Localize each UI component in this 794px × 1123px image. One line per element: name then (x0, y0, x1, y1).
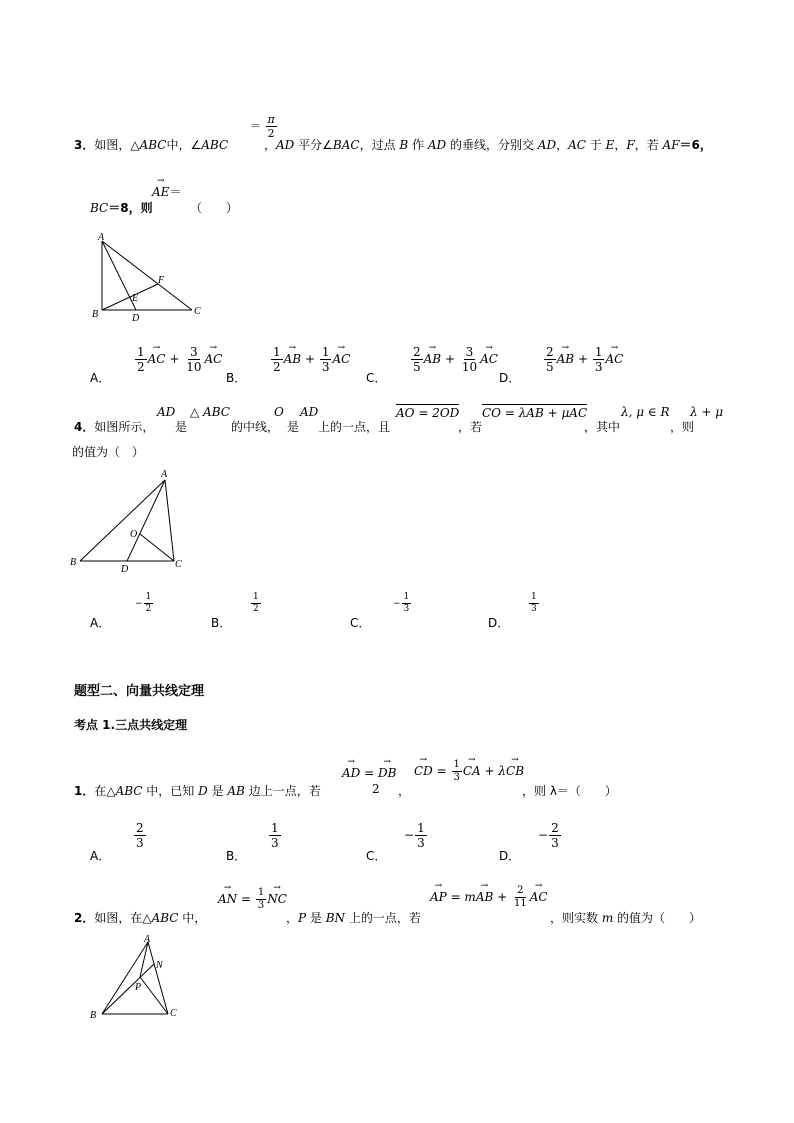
q3-label-a: A (98, 232, 105, 243)
q4-label-a: A (161, 469, 168, 480)
q1-option-c-letter[interactable]: C． (366, 849, 387, 863)
q4-target: λ + μ (690, 405, 724, 419)
q4-option-c-letter[interactable]: C． (350, 616, 371, 630)
q3-option-b[interactable]: $\frac{1}{2}$ → AB + $\frac{1}{3}$ → AC (270, 346, 350, 373)
q2-segment-ap (140, 942, 148, 977)
q2-segment-bn (102, 964, 154, 1014)
q1-option-a[interactable]: $\frac{2}{3}$ (136, 821, 144, 850)
q3-blank: （ ） (190, 201, 239, 215)
q3-pi-eq: ＝ $\frac{\pi}{2}$ (250, 113, 275, 140)
q4-text-i: 的值为（ ） (72, 445, 145, 459)
q4-text-g: ，其中 (584, 420, 621, 434)
q4-ad: AD (157, 405, 176, 419)
q4-ad2: AD (300, 405, 319, 419)
q2-label-b: B (90, 1010, 97, 1021)
q2-condition-an: → AN = $\frac{1}{3}$ → NC (218, 888, 287, 911)
q3-option-d-letter[interactable]: D． (499, 371, 521, 385)
q1-option-d[interactable]: − $\frac{2}{3}$ (538, 821, 559, 850)
q1-option-c[interactable]: − $\frac{1}{3}$ (404, 821, 425, 850)
q4-option-a[interactable]: − $\frac{1}{2}$ (135, 592, 152, 614)
q2-diagram (88, 930, 188, 1025)
q2-segment-pc (140, 977, 168, 1014)
q4-option-d[interactable]: $\frac{1}{3}$ (531, 592, 537, 614)
q1-two: 2 (372, 782, 380, 796)
q4-text-d: 是 (287, 420, 300, 434)
q2-line1b: ，P 是 BN 上的一点，若 (286, 911, 421, 925)
q4-o: O (274, 405, 284, 419)
q4-label-b: B (70, 557, 77, 568)
q4-diagram (64, 466, 194, 576)
q2-label-p: P (135, 982, 142, 993)
q3-ae-vector: → AE＝ (152, 183, 181, 200)
q2-label-a: A (144, 934, 151, 945)
q1-comma: ， (398, 784, 411, 798)
q3-line1b: ，AD 平分∠BAC，过点 B 作 AD 的垂线，分别交 AD，AC 于 E，F，若 AF＝6， (264, 138, 712, 152)
q3-option-a[interactable]: $\frac{1}{2}$ → AC + $\frac{3}{10}$ → AC (134, 346, 222, 373)
q4-text-f: ，若 (458, 420, 483, 434)
q2-line1c: ，则实数 m 的值为（ ） (550, 911, 702, 925)
q3-option-b-letter[interactable]: B． (226, 371, 247, 385)
q4-segment-oc (140, 534, 174, 561)
q4-text-c: 的中线， (231, 420, 280, 434)
q2-label-c: C (170, 1008, 177, 1019)
q1-condition-cd: → CD = $\frac{1}{3}$ → CA + λ→ CB (414, 760, 524, 783)
q3-line2: BC＝8，则 (90, 201, 153, 215)
q4-text-h: ，则 (670, 420, 695, 434)
q3-option-c[interactable]: $\frac{2}{5}$ → AB + $\frac{3}{10}$ → AC (410, 346, 498, 373)
q1-text-e: ，则 λ＝（ ） (522, 784, 617, 798)
q3-diagram (88, 230, 208, 325)
section-title: 题型二、向量共线定理 (74, 684, 205, 699)
q3-label-e: E (132, 293, 139, 304)
q3-option-a-letter[interactable]: A． (90, 371, 111, 385)
q2-condition-ap: → AP = m→ AB + $\frac{2}{11}$ → AC (430, 886, 548, 909)
q1-option-d-letter[interactable]: D． (499, 849, 521, 863)
q3-label-f: F (158, 275, 165, 286)
q4-option-a-letter[interactable]: A． (90, 616, 111, 630)
q4-edge-ab (80, 480, 165, 561)
q4-condition-co: CO = λAB + μAC (482, 406, 588, 420)
q3-option-c-letter[interactable]: C． (366, 371, 387, 385)
q3-segment-ad (102, 241, 139, 310)
q3-label-b: B (92, 309, 99, 320)
q3-line1: 3．如图，△ABC中，∠ABC (74, 138, 229, 152)
q1-condition-ad: → AD = → DB (342, 766, 396, 780)
q4-condition-range: λ, μ ∈ R (621, 405, 670, 419)
q1-option-b-letter[interactable]: B． (226, 849, 247, 863)
q1-line1: 1．在△ABC 中，已知 D 是 AB 边上一点，若 (74, 784, 321, 798)
q4-option-c[interactable]: − $\frac{1}{3}$ (393, 592, 410, 614)
q4-label-o: O (130, 529, 138, 540)
q4-option-b-letter[interactable]: B． (211, 616, 232, 630)
q2-label-n: N (156, 960, 163, 971)
q4-text-e: 上的一点，且 (318, 420, 391, 434)
q3-segment-bf (102, 284, 158, 310)
q4-condition-ao: AO = 2OD (396, 406, 460, 420)
q4-option-b[interactable]: $\frac{1}{2}$ (253, 592, 259, 614)
section-subtitle: 考点 1.三点共线定理 (74, 718, 188, 732)
q4-edge-ac (165, 480, 174, 561)
q2-edge-ac (148, 942, 168, 1014)
q4-option-d-letter[interactable]: D． (488, 616, 510, 630)
q4-line1a: 4．如图所示， (74, 420, 155, 434)
q4-label-d: D (121, 564, 129, 575)
q4-triangle: △ ABC (190, 405, 230, 419)
q2-line1: 2．如图，在△ABC 中， (74, 911, 207, 925)
q4-label-c: C (175, 559, 182, 570)
q3-edge-ac (102, 241, 192, 310)
q1-option-b[interactable]: $\frac{1}{3}$ (271, 821, 279, 850)
q3-option-d[interactable]: $\frac{2}{5}$ → AB + $\frac{1}{3}$ → AC (543, 346, 623, 373)
q3-label-d: D (132, 313, 140, 324)
q4-text-b: 是 (175, 420, 188, 434)
q3-label-c: C (194, 306, 201, 317)
q1-option-a-letter[interactable]: A． (90, 849, 111, 863)
